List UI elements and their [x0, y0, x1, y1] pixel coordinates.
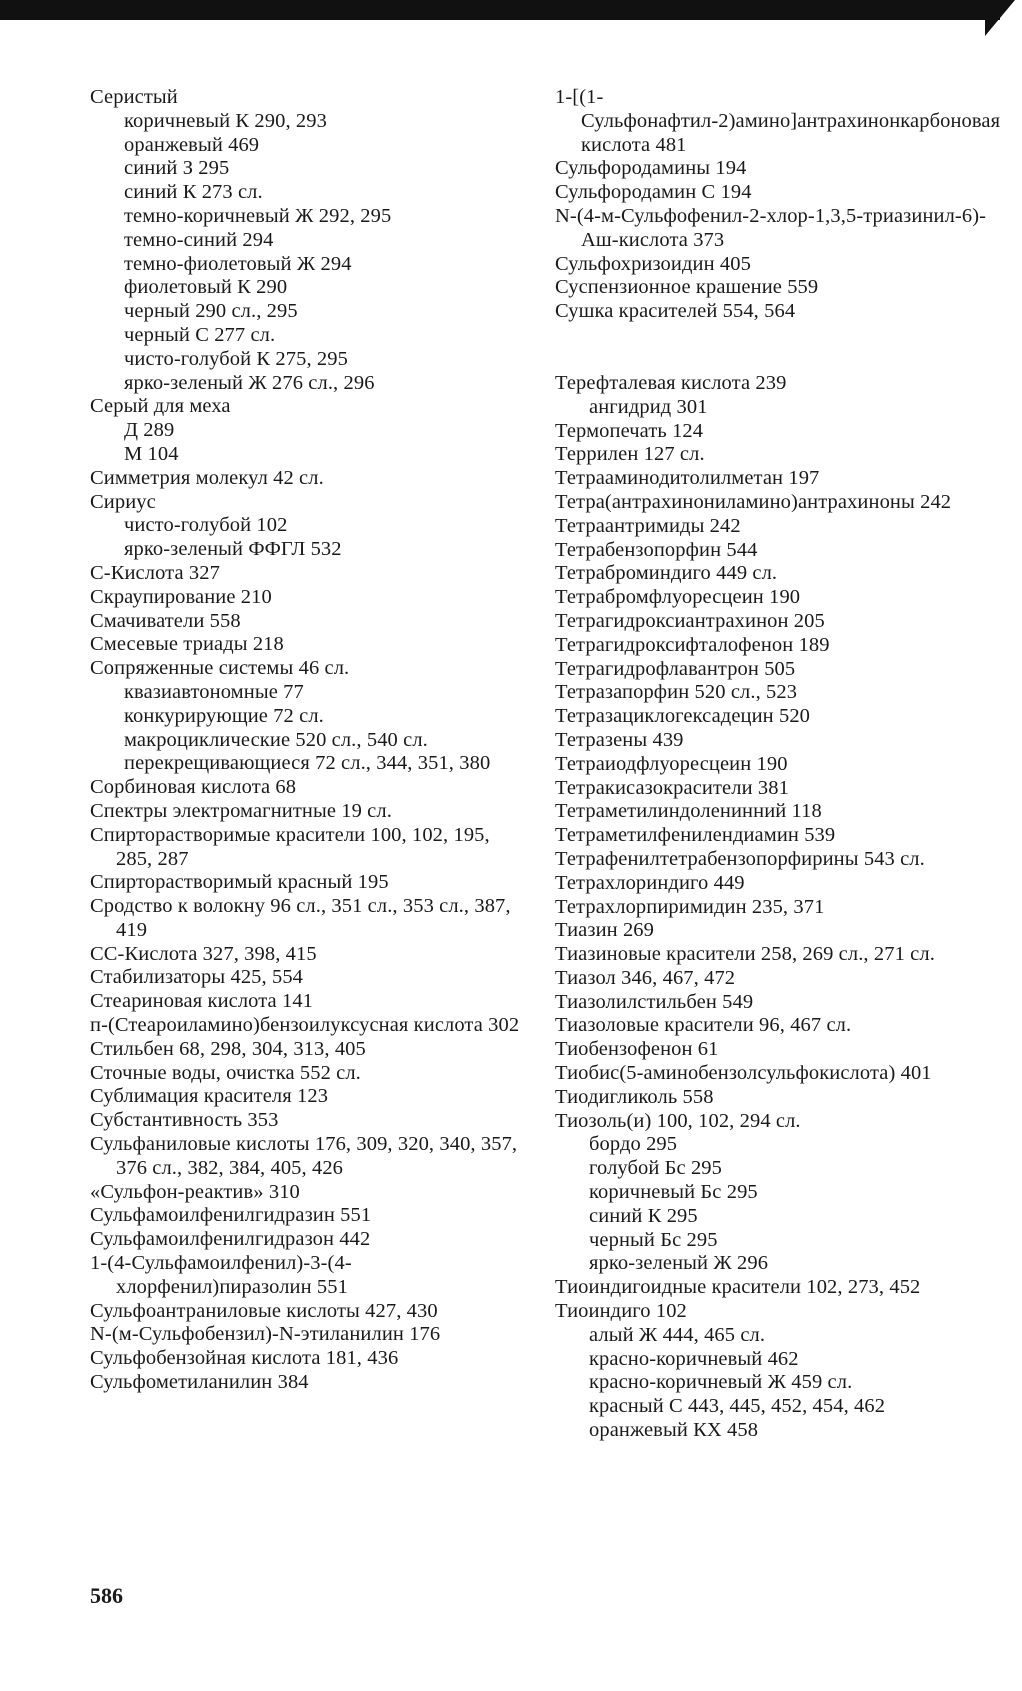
- index-entry: Спирторастворимый красный 195: [90, 871, 389, 894]
- index-entry: Тетрахлорпиримидин 235, 371: [555, 895, 825, 918]
- index-entry: Тиазолилстильбен 549: [555, 990, 754, 1013]
- index-entry: Сульфамоилфенилгидразон 442: [90, 1228, 371, 1251]
- index-subentry: чисто-голубой К 275, 295: [124, 347, 348, 370]
- index-entry: СС-Кислота 327, 398, 415: [90, 942, 317, 965]
- index-entry: Тиазин 269: [555, 919, 654, 942]
- index-entry: Тетраброминдиго 449 сл.: [555, 562, 778, 585]
- index-entry: Сульфаниловые кислоты 176, 309, 320, 340, 357, 376 сл., 382, 384, 405, 426: [90, 1133, 518, 1179]
- index-subentry: синий З 295: [124, 157, 230, 180]
- index-entry: Тиодигликоль 558: [555, 1085, 714, 1108]
- index-entry: Серый для меха: [90, 395, 231, 418]
- index-column-right: [555, 86, 1001, 1443]
- index-subentry: темно-синий 294: [124, 228, 274, 251]
- index-entry: Тиобензофенон 61: [555, 1038, 719, 1061]
- index-subentry: Д 289: [124, 419, 175, 442]
- index-subentry: коричневый Бс 295: [589, 1181, 758, 1204]
- index-subentry: темно-коричневый Ж 292, 295: [124, 204, 392, 227]
- index-subentry: М 104: [124, 442, 179, 465]
- index-subentry: красно-коричневый 462: [589, 1347, 799, 1370]
- index-subentry: синий К 295: [589, 1204, 698, 1227]
- index-entry: Сульфобензойная кислота 181, 436: [90, 1347, 399, 1370]
- index-column-left: [90, 86, 520, 1395]
- index-subentry: чисто-голубой 102: [124, 514, 288, 537]
- index-subentry: красный С 443, 445, 452, 454, 462: [589, 1395, 886, 1418]
- index-entry: Тетразациклогексадецин 520: [555, 705, 811, 728]
- index-entry: Сушка красителей 554, 564: [555, 300, 796, 323]
- index-entry: Тетразены 439: [555, 728, 684, 751]
- index-entry: N-(м-Сульфобензил)-N-этиланилин 176: [90, 1323, 441, 1346]
- index-entry: Спектры электромагнитные 19 сл.: [90, 799, 392, 822]
- index-entry: Сириус: [90, 490, 156, 513]
- index-entry: Тетрагидрофлавантрон 505: [555, 657, 796, 680]
- index-entry: Тетрабензопорфин 544: [555, 538, 758, 561]
- index-entry: Симметрия молекул 42 сл.: [90, 466, 324, 489]
- index-subentry: темно-фиолетовый Ж 294: [124, 252, 352, 275]
- index-subentry: квазиавтономные 77: [124, 680, 304, 703]
- index-subentry: ангидрид 301: [589, 395, 708, 418]
- index-subentry: синий К 273 сл.: [124, 181, 263, 204]
- index-subentry: фиолетовый К 290: [124, 276, 288, 299]
- index-entry: Тетрагидроксифталофенон 189: [555, 633, 830, 656]
- page-corner-shadow: [985, 0, 1015, 36]
- index-entry: Субстантивность 353: [90, 1109, 279, 1132]
- index-entry: N-(4-м-Сульфофенил-2-хлор-1,3,5-триазинил-6)-Аш-кислота 373: [555, 204, 987, 251]
- index-subentry: ярко-зеленый ФФГЛ 532: [124, 538, 342, 561]
- index-entry: Терефталевая кислота 239: [555, 371, 787, 394]
- index-subentry: красно-коричневый Ж 459 сл.: [589, 1371, 853, 1394]
- index-entry: Тиазоловые красители 96, 467 сл.: [555, 1014, 852, 1037]
- index-entry: Суспензионное крашение 559: [555, 276, 819, 299]
- index-entry: Смесевые триады 218: [90, 633, 284, 656]
- index-subentry: черный Бс 295: [589, 1228, 718, 1251]
- index-entry: Тетрахлориндиго 449: [555, 871, 745, 894]
- index-entry: Тетразапорфин 520 сл., 523: [555, 681, 798, 704]
- index-subentry: макроциклические 520 сл., 540 сл.: [124, 728, 428, 751]
- index-entry: Сульфоантраниловые кислоты 427, 430: [90, 1299, 438, 1322]
- index-entry: Тетраметилиндоленинний 118: [555, 800, 822, 823]
- index-subentry: бордо 295: [589, 1133, 678, 1156]
- index-entry: Сопряженные системы 46 сл.: [90, 657, 350, 680]
- index-entry: Смачиватели 558: [90, 609, 241, 632]
- index-entry: Сульфородамин С 194: [555, 181, 752, 204]
- index-entry: 1-(4-Сульфамоилфенил)-3-(4-хлорфенил)пиразолин 551: [90, 1252, 352, 1298]
- index-subentry: алый Ж 444, 465 сл.: [589, 1323, 766, 1346]
- index-entry: Тетрагидроксиантрахинон 205: [555, 609, 825, 632]
- index-entry: Сродство к волокну 96 сл., 351 сл., 353 сл., 387, 419: [90, 895, 511, 941]
- index-entry: Сульфамоилфенилгидразин 551: [90, 1204, 372, 1227]
- index-entry: Стильбен 68, 298, 304, 313, 405: [90, 1037, 366, 1060]
- index-entry: Террилен 127 сл.: [555, 443, 705, 466]
- index-entry: Сульфородамины 194: [555, 157, 747, 180]
- index-subentry: перекрещивающиеся 72 сл., 344, 351, 380: [124, 752, 491, 775]
- index-entry: Тетракисазокрасители 381: [555, 776, 789, 799]
- index-subentry: ярко-зеленый Ж 276 сл., 296: [124, 371, 375, 394]
- index-subentry: оранжевый 469: [124, 133, 260, 156]
- index-entry: Тиазиновые красители 258, 269 сл., 271 сл.: [555, 943, 935, 966]
- index-entry: Тетраантримиды 242: [555, 514, 741, 537]
- index-entry: Сточные воды, очистка 552 сл.: [90, 1061, 361, 1084]
- index-spacer: [555, 324, 995, 372]
- index-entry: Тиоиндиго 102: [555, 1300, 687, 1323]
- index-entry: Сульфохризоидин 405: [555, 252, 751, 275]
- index-entry: Спирторастворимые красители 100, 102, 195, 285, 287: [90, 823, 490, 870]
- index-entry: Термопечать 124: [555, 419, 704, 442]
- index-subentry: черный 290 сл., 295: [124, 300, 298, 323]
- index-entry: Тетраметилфенилендиамин 539: [555, 824, 836, 847]
- index-entry: 1-[(1-Сульфонафтил-2)амино]антрахинонкарбоновая кислота 481: [555, 86, 1001, 156]
- index-subentry: коричневый К 290, 293: [124, 109, 327, 132]
- index-entry: Тетрааминодитолилметан 197: [555, 467, 820, 490]
- page-top-edge: [0, 0, 1000, 20]
- index-entry: Сульфометиланилин 384: [90, 1371, 309, 1394]
- index-subentry: ярко-зеленый Ж 296: [589, 1252, 769, 1275]
- index-subentry: оранжевый КХ 458: [589, 1419, 759, 1442]
- index-entry: С-Кислота 327: [90, 561, 220, 584]
- index-entry: Тиазол 346, 467, 472: [555, 966, 736, 989]
- index-entry: Тетрафенилтетрабензопорфирины 543 сл.: [555, 847, 925, 870]
- index-entry: Серистый: [90, 86, 178, 108]
- index-entry: Тиозоль(и) 100, 102, 294 сл.: [555, 1109, 801, 1132]
- index-entry: Тиоиндигоидные красители 102, 273, 452: [555, 1276, 921, 1299]
- index-entry: Тетрабромфлуоресцеин 190: [555, 586, 801, 609]
- index-subentry: конкурирующие 72 сл.: [124, 704, 324, 727]
- index-entry: Стеариновая кислота 141: [90, 990, 314, 1013]
- index-subentry: голубой Бс 295: [589, 1157, 723, 1180]
- index-entry: Тиобис(5-аминобензолсульфокислота) 401: [555, 1062, 932, 1085]
- page-number: 586: [90, 1583, 123, 1608]
- index-entry: п-(Стеароиламино)бензоилуксусная кислота 302: [90, 1014, 520, 1037]
- index-entry: Тетраиодфлуоресцеин 190: [555, 752, 788, 775]
- index-entry: Тетра(антрахинониламино)антрахиноны 242: [555, 490, 952, 513]
- index-entry: Стабилизаторы 425, 554: [90, 966, 304, 989]
- index-entry: Сублимация красителя 123: [90, 1085, 329, 1108]
- index-entry: Скраупирование 210: [90, 585, 272, 608]
- index-subentry: черный С 277 сл.: [124, 323, 276, 346]
- index-entry: «Сульфон-реактив» 310: [90, 1180, 300, 1203]
- index-entry: Сорбиновая кислота 68: [90, 776, 297, 799]
